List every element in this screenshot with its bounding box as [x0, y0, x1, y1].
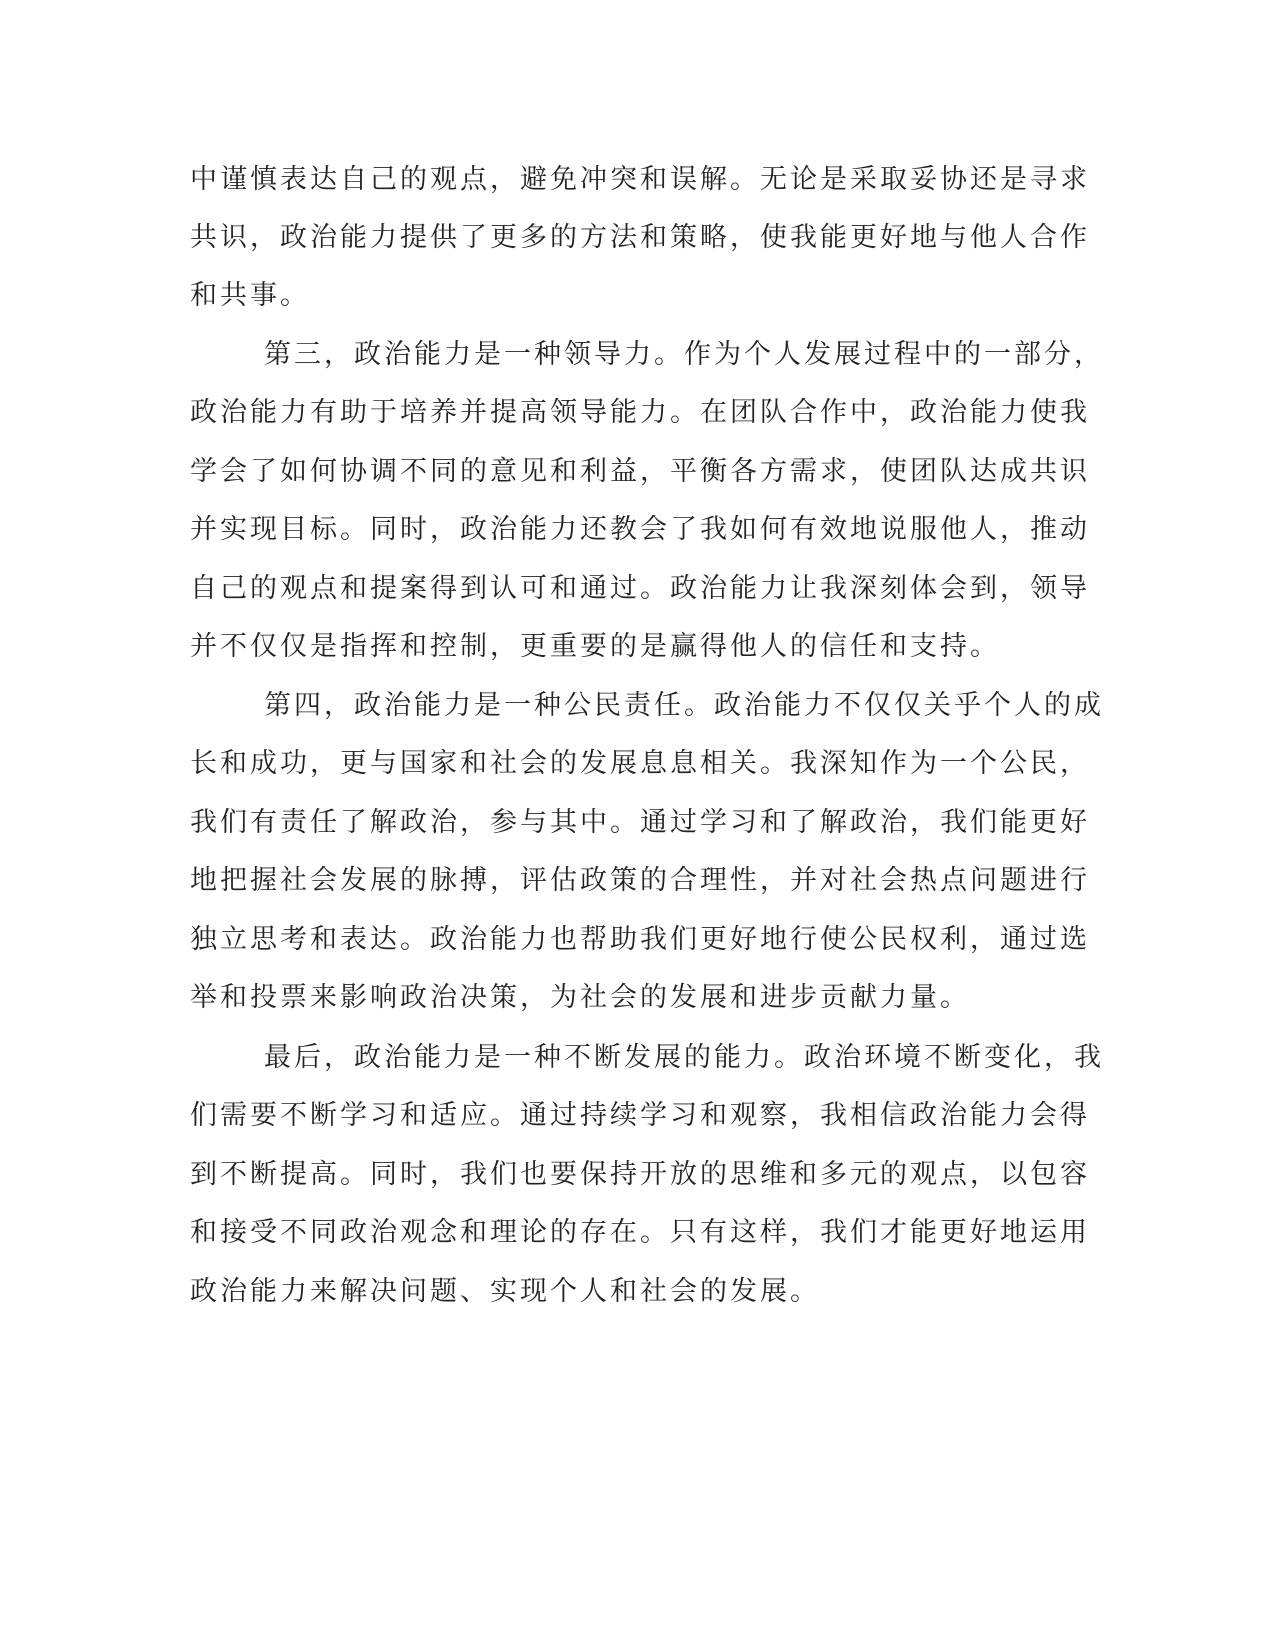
text-line: 政治能力有助于培养并提高领导能力。在团队合作中，政治能力使我 — [190, 397, 1090, 428]
text-line: 我们有责任了解政治，参与其中。通过学习和了解政治，我们能更好 — [190, 807, 1090, 838]
text-line: 共识，政治能力提供了更多的方法和策略，使我能更好地与他人合作 — [190, 222, 1090, 253]
text-line: 独立思考和表达。政治能力也帮助我们更好地行使公民权利，通过选 — [190, 924, 1090, 955]
text-line: 中谨慎表达自己的观点，避免冲突和误解。无论是采取妥协还是寻求 — [190, 164, 1090, 195]
text-line: 地把握社会发展的脉搏，评估政策的合理性，并对社会热点问题进行 — [190, 865, 1090, 896]
text-line: 并不仅仅是指挥和控制，更重要的是赢得他人的信任和支持。 — [190, 631, 1000, 662]
text-line: 学会了如何协调不同的意见和利益，平衡各方需求，使团队达成共识 — [190, 456, 1090, 487]
text-line: 到不断提高。同时，我们也要保持开放的思维和多元的观点，以包容 — [190, 1159, 1090, 1190]
text-line: 和共事。 — [190, 280, 310, 311]
paragraph-start-line: 第四，政治能力是一种公民责任。政治能力不仅仅关乎个人的成 — [264, 690, 1104, 721]
paragraph-start-line: 最后，政治能力是一种不断发展的能力。政治环境不断变化，我 — [264, 1042, 1104, 1073]
text-line: 政治能力来解决问题、实现个人和社会的发展。 — [190, 1276, 820, 1307]
text-line: 自己的观点和提案得到认可和通过。政治能力让我深刻体会到，领导 — [190, 573, 1090, 604]
text-line: 举和投票来影响政治决策，为社会的发展和进步贡献力量。 — [190, 982, 970, 1013]
text-line: 们需要不断学习和适应。通过持续学习和观察，我相信政治能力会得 — [190, 1100, 1090, 1131]
text-line: 和接受不同政治观念和理论的存在。只有这样，我们才能更好地运用 — [190, 1217, 1090, 1248]
text-line: 长和成功，更与国家和社会的发展息息相关。我深知作为一个公民， — [190, 748, 1090, 779]
paragraph-start-line: 第三，政治能力是一种领导力。作为个人发展过程中的一部分， — [264, 339, 1104, 370]
text-line: 并实现目标。同时，政治能力还教会了我如何有效地说服他人，推动 — [190, 514, 1090, 545]
